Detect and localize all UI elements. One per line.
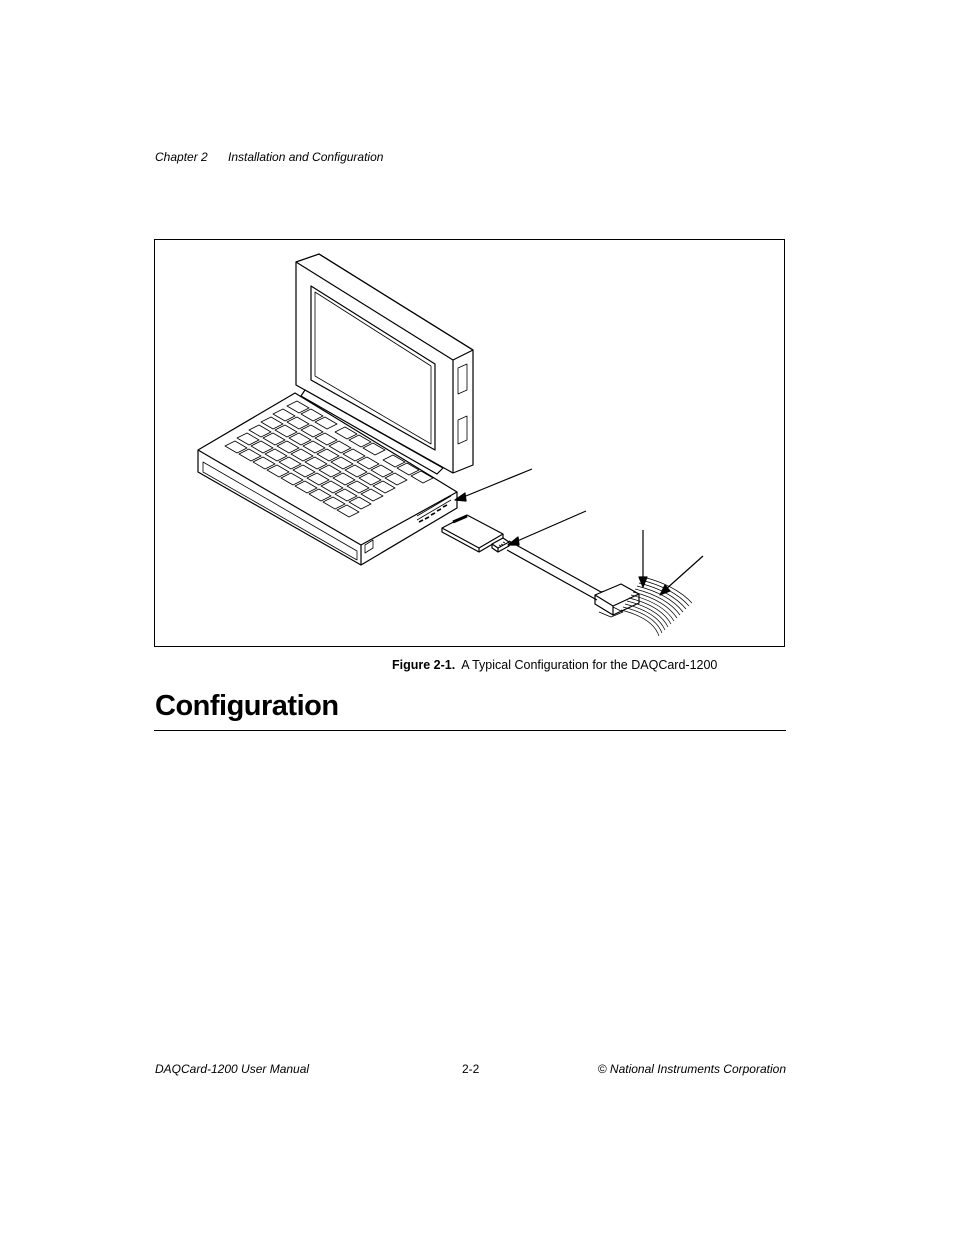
footer-page-number: 2-2 [462,1062,480,1076]
figure-caption [392,658,717,672]
chapter-title: Installation and Configuration [228,150,384,164]
running-header [155,150,383,164]
heading-rule [154,730,786,731]
figure-label: Figure 2-1. [392,658,456,672]
figure-caption-text: A Typical Configuration for the DAQCard-1200 [461,658,718,672]
footer-manual-title: DAQCard-1200 User Manual [155,1062,310,1076]
laptop-configuration-illustration [155,240,785,647]
figure-frame [154,239,785,647]
section-heading: Configuration [155,690,339,722]
footer-copyright: © National Instruments Corporation [597,1062,786,1076]
chapter-label: Chapter 2 [155,150,208,164]
